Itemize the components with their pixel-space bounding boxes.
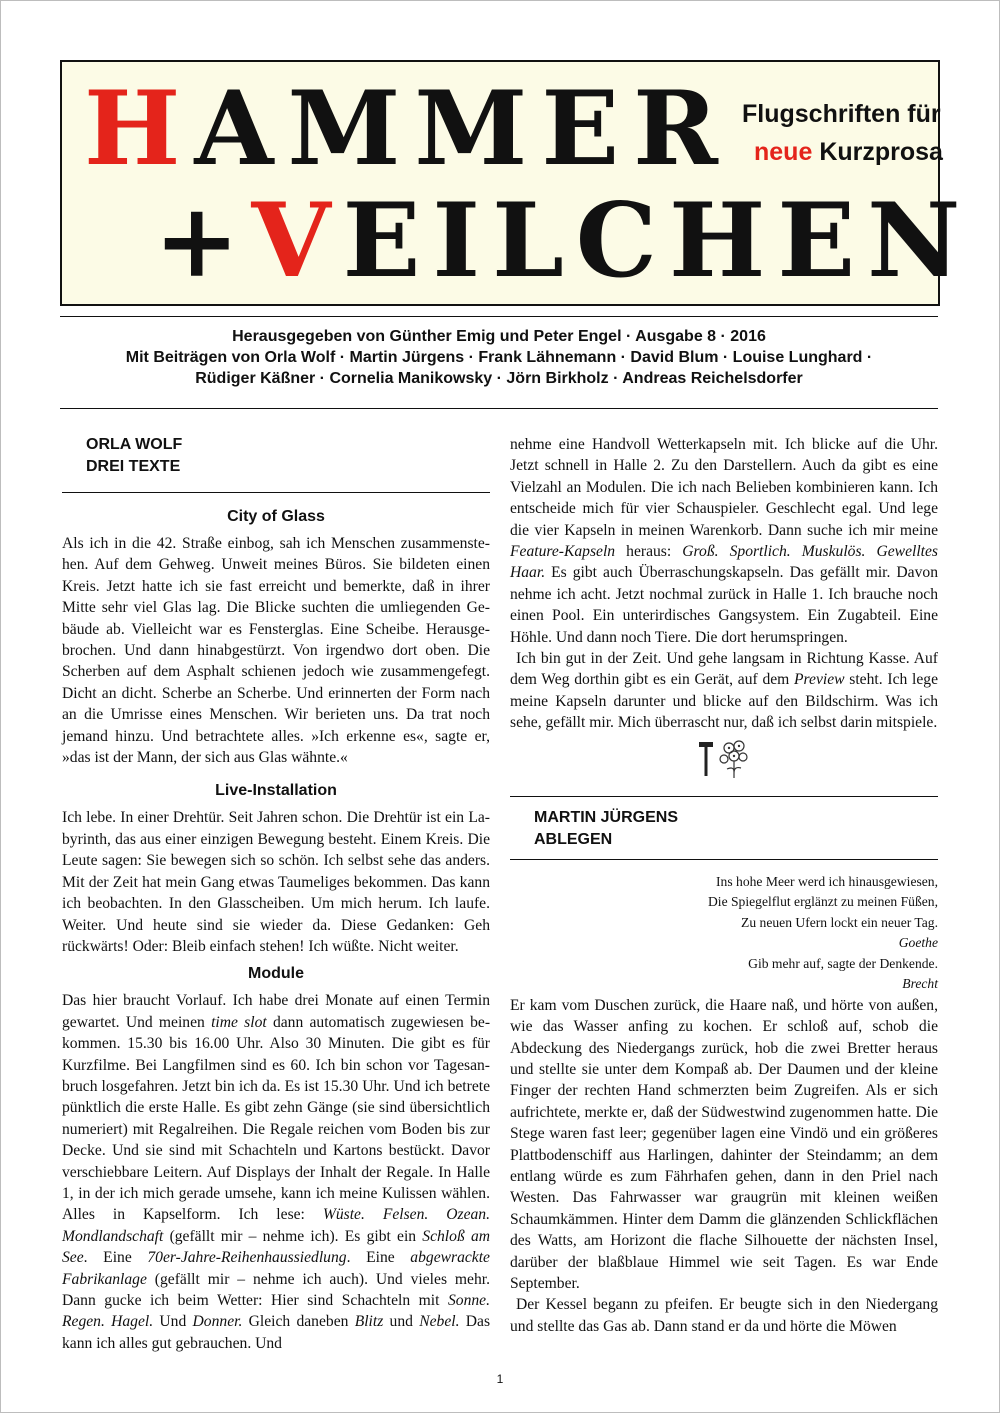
motto-line: Gib mehr auf, sagte der Denkende. [748, 955, 938, 971]
text-run: Es gibt auch Überraschungskapseln. Das gefällt mir. Davon nehme ich acht. Jetzt nochmal zurück in Halle 1. Ich brauche noch einen Pool. Ein unterirdisches Gangsystem. Ein Zugabteil. Eine Höhle. Und dann noch Tiere. Die dort herumspringen. [510, 564, 938, 646]
section-body-module [62, 990, 490, 1354]
italic-run: Nebel. [419, 1313, 460, 1331]
masthead-tagline-2 [754, 138, 943, 167]
motto-goethe [510, 872, 938, 954]
motto-source: Goethe [898, 935, 938, 951]
masthead-initial-v: V [251, 181, 343, 301]
author-rule [62, 492, 490, 493]
italic-run: Preview [794, 671, 845, 689]
credits-contributors-2: Rüdiger Käßner · Cornelia Manikowsky · Jörn Birkholz · Andreas Reichelsdorfer [195, 370, 803, 387]
text-run: Ich bin gut in der Zeit. Und gehe langsam in Richtung Kasse. Auf dem Weg dorthin gibt es ein Gerät, auf dem [510, 650, 938, 689]
section-body-city-of-glass: Als ich in die 42. Straße einbog, sah ich Menschen zusammenstehen. Auf dem Gehweg. Unweit meines Büros. Sie bildeten einen Kreis. Jetzt hatte ich sie fast erreicht und bemerkte, daß in ihrer Mitte sehr viel Glas lag. Die Blicke suchten die umliegenden Gebäude ab. Vielleicht war es Fensterglas. Eine Scheibe. Herausgebrochen. Und dann hinabgestürzt. Von irgendwo dort oben. Die Scherben auf dem Asphalt schienen jedoch wie zusammengefegt. Dicht an dicht. Scherbe an Scherbe. Und erinnerten der Form nach an die Umrisse eines Menschen. Wir berieten uns. Da trat noch jemand hinzu. Und betrachtete alles. »Ich erkenne es«, sagte er, »das ist der Mann, der sich aus Glas wähnte.« [62, 535, 490, 767]
section-title-city-of-glass: City of Glass [227, 508, 325, 525]
text-run: (gefällt mir – nehme ich). Es gibt ein [163, 1227, 423, 1245]
italic-run: Groß. Sportlich. Muskulös. Gewelltes Haar. [510, 543, 938, 582]
masthead-tagline-1: Flugschriften für [742, 100, 941, 128]
motto-line: Ins hohe Meer werd ich hinausgewiesen, [716, 873, 938, 889]
text-run: Gleich daneben [242, 1313, 355, 1331]
masthead-title-hammer [84, 69, 732, 189]
masthead-veilchen-rest: EILCHEN [342, 181, 973, 301]
italic-run: Sonne. Regen. Hagel. [62, 1292, 490, 1331]
masthead-initial-h: H [84, 69, 195, 189]
work-title: DREI TEXTE [86, 458, 181, 475]
work-title: ABLEGEN [534, 830, 613, 848]
credits [60, 326, 938, 389]
header-rule-bottom [60, 408, 938, 409]
module-continuation-1 [510, 434, 938, 648]
ablegen-paragraph-2: Der Kessel begann zu pfeifen. Er beugte sich in den Niedergang und stellte das Gas ab. Dann stand er da und hörte die Möwen [510, 1296, 938, 1335]
author-name: ORLA WOLF [86, 436, 183, 453]
text-run: dann automatisch zugewiesen bekommen. 15.30 bis 16.00 Uhr. Also 30 Minuten. Die gibt es für Kurzfilme. Bei Langfilmen sind es 60. Ich bin schon vor Tagesanbruch losgefahren. Jetzt bin ich da. Es ist 15.30 Uhr. Und ich betrete pünktlich die erste Halle. Es gibt zehn Gänge (sie sind übersichtlich numeriert) mit Regalreihen. Die Regale reichen vom Boden bis zur Decke. Und sie sind mit Schachteln und Kartons bestückt. Davor verschiebbare Leitern. Auf Displays der Inhalt der Regale. In Halle 1, in der ich mich gerade umsehe, kann ich meine Kulissen wählen. Alles in Kapselform. Ich lese: [62, 1013, 491, 1224]
masthead [60, 60, 973, 306]
author-name: MARTIN JÜRGENS [534, 808, 679, 826]
section-title-live-installation: Live-Installation [215, 782, 337, 800]
italic-run: Wüste. Felsen. Ozean. Mondlandschaft [62, 1206, 490, 1245]
section-title-module: Module [248, 965, 304, 983]
credits-contributors-1: Mit Beiträgen von Orla Wolf · Martin Jürgens · Frank Lähnemann · David Blum · Louise Lunghard · [125, 349, 873, 366]
author-heading-martin-juergens [510, 807, 938, 851]
text-run: heraus: [615, 543, 683, 561]
italic-run: Blitz [354, 1313, 384, 1331]
ornament [510, 736, 938, 786]
text-run: und [383, 1313, 420, 1331]
italic-run: time slot [211, 1013, 267, 1031]
text-run: Und [153, 1313, 193, 1331]
motto-brecht [510, 954, 938, 995]
author-rule [510, 859, 938, 860]
hammer-and-violets-icon [695, 736, 753, 782]
ablegen-paragraph-1: Er kam vom Duschen zurück, die Haare naß, und hörte von außen, wie das Wasser anfing zu kochen. Er schloß auf, schob die Abdeckung des Niedergangs zurück, hob die zwei Bretter heraus und stellte sie unter dem Kompaß ab. Der Daumen und der kleine Finger der rechten Hand schmerzten beim Zugreifen. Als er sich aufrichtete, merkte er, daß der Südwestwind zugenommen hatte. Die Stege waren fast leer; gegenüber lagen eine Vindö und ein größeres Plattbodenschiff aus Harlingen, dahinter der Steindamm; an dem entlang würde es zum Fährhafen gehen, dann in den Priel nach Westen. Das Fahrwasser war graugrün mit kleinen weißen Schaumkämmen. Hinter dem Damm die glänzenden Schlickflächen des Watts, am Horizont die flache Silhouette der nächsten Insel, darüber der blaßblaue Himmel wie seit Tagen. Es war Ende September. [510, 996, 938, 1292]
text-run: . Eine [83, 1249, 148, 1267]
author-heading-orla-wolf [62, 434, 490, 478]
header-rule-top [60, 316, 938, 317]
italic-run: Donner. [192, 1313, 243, 1331]
text-run: Das kann ich alles gut gebrauchen. Und [62, 1313, 491, 1352]
tagline-neue: neue [754, 138, 813, 166]
masthead-plus: + [154, 181, 252, 301]
masthead-title-veilchen [154, 181, 973, 301]
module-continuation-2 [510, 648, 938, 734]
italic-run: Feature-Kapseln [510, 543, 616, 561]
text-run: . Eine [346, 1249, 411, 1267]
motto-source: Brecht [902, 976, 938, 992]
author-rule-top [510, 796, 938, 797]
italic-run: 70er-Jahre-Reihenhaussiedlung [147, 1249, 347, 1267]
credits-editors: Herausgegeben von Günther Emig und Peter Engel · Ausgabe 8 · 2016 [232, 328, 766, 345]
text-run: (gefällt mir – nehme ich auch). Und vieles mehr. Dann gucke ich beim Wetter: Hier sind Schachteln mit [62, 1270, 490, 1309]
text-run: steht. Ich lege meine Kapseln darunter und blicke auf den Bildschirm. Was ich sehe, gefällt mir. Mich überrascht nur, daß ich selbst darin mitspiele. [510, 671, 938, 732]
italic-run: abgewrackte Fabrikanlage [62, 1249, 490, 1288]
italic-run: Schloß am See [62, 1227, 491, 1267]
motto-line: Die Spiegelflut erglänzt zu meinen Füßen, [707, 894, 938, 910]
masthead-hammer-rest: AMMER [194, 69, 732, 189]
page-number: 1 [496, 1372, 504, 1386]
right-column [510, 434, 938, 1337]
section-body-live-installation: Ich lebe. In einer Drehtür. Seit Jahren schon. Die Drehtür ist ein Labyrinth, das aus einer einzigen Bewegung besteht. Einem Kreis. Die Leute sagen: Sie bewegen sich so schön. Ich selbst sehe das anders. Mit der Zeit hat mein Gang etwas Taumeliges bekommen. Das kann ich beobachten. In den Glasscheiben. Um mich herum. Ich laufe. Weiter. Und heute sind sie wieder da. Diese Gedanken: Geh rückwärts! Oder: Bleib einfach stehen! Ich wüßte. Nicht weiter. [62, 809, 490, 955]
tagline-kurzprosa: Kurzprosa [819, 138, 943, 166]
text-run: nehme eine Handvoll Wetterkapseln mit. Ich blicke auf die Uhr. Jetzt schnell in Halle 2. Zu den Darstellern. Auch da gibt es eine Vielzahl an Modulen. Die ich nach Belieben kombinieren kann. Ich entscheide mich für vier Schauspieler. Geschlecht egal. Und lege die vier Kapseln in meinen Warenkorb. Dann suche ich mir meine [510, 436, 938, 539]
motto-line: Zu neuen Ufern lockt ein neuer Tag. [741, 914, 938, 930]
text-run: Das hier braucht Vorlauf. Ich habe drei Monate auf einen Termin gewartet. Und meinen [62, 992, 490, 1031]
left-column [62, 424, 490, 1354]
